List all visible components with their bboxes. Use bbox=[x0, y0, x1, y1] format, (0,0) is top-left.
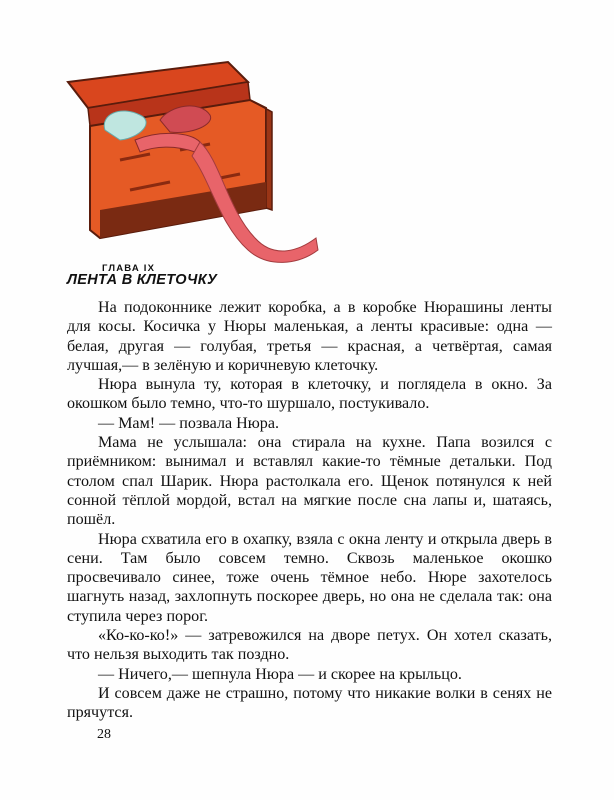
paragraph: И совсем даже не страшно, потому что никакие волки в сенях не прячутся. bbox=[67, 684, 552, 722]
ribbon-box-illustration bbox=[60, 60, 320, 270]
paragraph: Нюра вынула ту, которая в клеточку, и поглядела в окно. За окошком было темно, что-то шуршало, постукивало. bbox=[67, 376, 552, 413]
chapter-body bbox=[67, 298, 552, 723]
paragraph: На подоконнике лежит коробка, а в коробке Нюрашины ленты для косы. Косичка у Нюры маленькая, а ленты красивые: одна — белая, другая — голубая, третья — красная, а четвёртая, самая лучшая,— в зелёную и коричневую клеточку. bbox=[67, 299, 552, 374]
page-number: 28 bbox=[97, 727, 111, 742]
paragraph: «Ко-ко-ко!» — затревожился на дворе петух. Он хотел сказать, что нельзя выходить так поздно. bbox=[67, 627, 552, 664]
paragraph: Нюра схватила его в охапку, взяла с окна ленту и открыла дверь в сени. Там было совсем темно. Сквозь маленькое окошко просвечивало синее, тоже очень тёмное небо. Нюре захотелось шагнуть назад, захлопнуть поскорее дверь, но она не сделала так: она ступила через порог. bbox=[67, 530, 552, 625]
chapter-label: ГЛАВА IX bbox=[102, 263, 156, 274]
paragraph: — Мам! — позвала Нюра. bbox=[98, 414, 279, 432]
paragraph: — Ничего,— шепнула Нюра — и скорее на крыльцо. bbox=[98, 665, 462, 683]
paragraph: Мама не услышала: она стирала на кухне. Папа возился с приёмником: вынимал и вставлял какие-то тёмные детальки. Под столом спал Шарик. Нюра растолкала его. Щенок потянулся к ней сонной тёплой мордой, встал на мягкие после сна лапы и, шатаясь, пошёл. bbox=[67, 434, 552, 529]
chapter-title: ЛЕНТА В КЛЕТОЧКУ bbox=[67, 272, 218, 288]
